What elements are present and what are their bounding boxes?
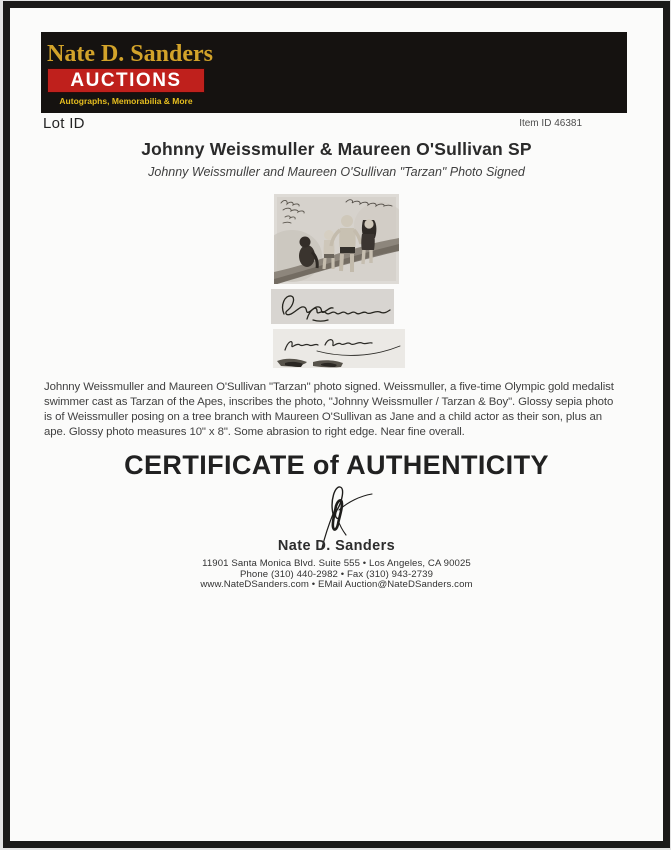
logo-brand-name: Nate D. Sanders <box>47 40 213 67</box>
lot-id-label: Lot ID <box>43 115 85 132</box>
certificate-heading: CERTIFICATE of AUTHENTICITY <box>124 450 549 480</box>
listing-subtitle: Johnny Weissmuller and Maureen O'Sullivan "Tarzan" Photo Signed <box>148 165 525 179</box>
lot-row <box>43 115 627 132</box>
logo-auctions-label: AUCTIONS <box>47 68 205 93</box>
lot-description: Johnny Weissmuller and Maureen O'Sullivan "Tarzan" photo signed. Weissmuller, a five-time Olympic gold medalist swimmer cast as Tarzan of the Apes, inscribes the photo, "Johnny Weissmuller / Tarzan & Boy". Glossy sepia photo is of Weissmuller posing on a tree branch with Maureen O'Sullivan as Jane and a child actor as their son, plus an ape. Glossy photo measures 10" x 8". Some abrasion to right edge. Near fine overall. <box>44 381 614 438</box>
address-line: 11901 Santa Monica Blvd. Suite 555 • Los Angeles, CA 90025 <box>202 558 471 569</box>
signatory-name: Nate D. Sanders <box>277 538 396 554</box>
item-id-value: Item ID 46381 <box>519 118 582 129</box>
contact-block <box>10 559 663 591</box>
nate-d-sanders-logo <box>41 32 213 113</box>
phone-fax-line: Phone (310) 440-2982 • Fax (310) 943-2739 <box>239 568 434 580</box>
web-email-line: www.NateDSanders.com • EMail Auction@NateDSanders.com <box>200 579 473 591</box>
logo-tagline: Autographs, Memorabilia & More <box>59 95 193 106</box>
weissmuller-signature-crop <box>271 289 394 324</box>
logo-banner <box>41 32 627 113</box>
certificate-page <box>3 1 670 848</box>
lot-photo-stack <box>10 194 663 368</box>
osullivan-signature-crop <box>273 329 405 368</box>
listing-title: Johnny Weissmuller & Maureen O'Sullivan SP <box>141 139 532 159</box>
tarzan-family-photo <box>274 194 399 284</box>
